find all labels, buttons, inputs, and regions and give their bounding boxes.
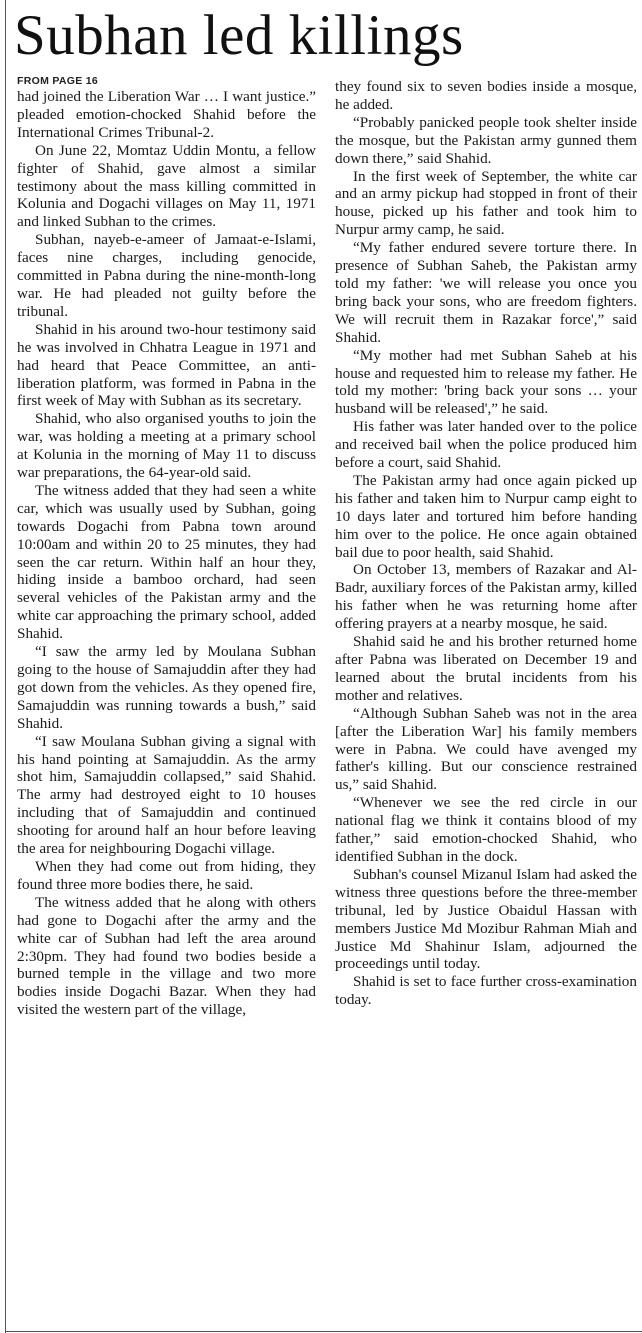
bottom-rule bbox=[5, 1331, 642, 1332]
article-column-left bbox=[17, 74, 316, 1019]
article-column-right bbox=[335, 78, 637, 1009]
paragraph: “Although Subhan Saheb was not in the area [after the Liberation War] his family members were in Pabna. We could have avenged my father's killing. But our conscience restrained us,” said Shahid. bbox=[335, 704, 637, 794]
jump-label: FROM PAGE 16 bbox=[17, 75, 99, 87]
paragraph: His father was later handed over to the police and received bail when the police produced him before a court, said Shahid. bbox=[335, 418, 637, 472]
paragraph: “My mother had met Subhan Saheb at his house and requested him to release my father. He told my mother: 'bring back your sons … your husband will be released',” he said. bbox=[335, 346, 637, 418]
paragraph: On June 22, Momtaz Uddin Montu, a fellow fighter of Shahid, gave almost a similar testimony about the mass killing committed in Kolunia and Dogachi villages on May 11, 1971 and linked Subhan to the crimes. bbox=[17, 141, 316, 231]
paragraph: Shahid said he and his brother returned home after Pabna was liberated on December 19 and learned about the brutal incidents from his mother and relatives. bbox=[335, 633, 637, 704]
paragraph: Shahid in his around two-hour testimony said he was involved in Chhatra League in 1971 and had heard that Peace Committee, an anti-liberation platform, was formed in Pabna in the first week of May with Subhan as its secretary. bbox=[17, 320, 316, 410]
headline: Subhan led killings bbox=[14, 4, 464, 67]
paragraph: had joined the Liberation War … I want justice.” pleaded emotion-chocked Shahid before the International Crimes Tribunal-2. bbox=[17, 88, 316, 141]
paragraph: “I saw Moulana Subhan giving a signal with his hand pointing at Samajuddin. As the army shot him, Samajuddin collapsed,” said Shahid. The army had destroyed eight to 10 houses including that of Samajuddin and continued shooting for around half an hour before leaving the area for neighbouring Dogachi village. bbox=[17, 732, 316, 858]
paragraph: “I saw the army led by Moulana Subhan going to the house of Samajuddin after they had got down from the vehicles. As they opened fire, Samajuddin was running towards a bush,” said Shahid. bbox=[17, 643, 316, 732]
paragraph: Subhan, nayeb-e-ameer of Jamaat-e-Islami, faces nine charges, including genocide, committed in Pabna during the nine-month-long war. He had pleaded not guilty before the tribunal. bbox=[17, 231, 316, 320]
paragraph: Subhan's counsel Mizanul Islam had asked the witness three questions before the three-member tribunal, led by Justice Obaidul Hassan with members Justice Md Mozibur Rahman Miah and Justice Md Shahinur Islam, adjourned the proceedings until today. bbox=[335, 865, 637, 973]
paragraph: On October 13, members of Razakar and Al-Badr, auxiliary forces of the Pakistan army, killed his father when he was returning home after offering prayers at a nearby mosque, he said. bbox=[335, 561, 637, 633]
paragraph: When they had come out from hiding, they found three more bodies there, he said. bbox=[17, 857, 316, 893]
paragraph: they found six to seven bodies inside a mosque, he added. bbox=[335, 78, 637, 113]
paragraph: The Pakistan army had once again picked up his father and taken him to Nurpur camp eight to 10 days later and tortured him before handing him over to the police. He once again obtained bail due to poor health, said Shahid. bbox=[335, 471, 637, 561]
column-rule-left bbox=[5, 0, 6, 1333]
paragraph: “Probably panicked people took shelter inside the mosque, but the Pakistan army gunned them down there,” said Shahid. bbox=[335, 113, 637, 167]
paragraph: The witness added that they had seen a white car, which was usually used by Subhan, going towards Dogachi from Pabna town around 10:00am and within 20 to 25 minutes, they had seen the car return. Within half an hour they, hiding inside a bamboo orchard, had seen several vehicles of the Pakistan army and the white car approaching the primary school, added Shahid. bbox=[17, 481, 316, 643]
paragraph: “My father endured severe torture there. In presence of Subhan Saheb, the Pakistan army told my father: 'we will release you once you bring back your sons, who are freedom fighters. We will recruit them in Razakar force',” said Shahid. bbox=[335, 239, 637, 346]
paragraph: The witness added that he along with others had gone to Dogachi after the army and the white car of Subhan had left the area around 2:30pm. They had found two bodies beside a burned temple in the village and two more bodies inside Dogachi Bazar. When they had visited the western part of the village, bbox=[17, 893, 316, 1019]
paragraph: Shahid is set to face further cross-examination today. bbox=[335, 973, 637, 1009]
paragraph: “Whenever we see the red circle in our national flag we think it contains blood of my father,” said emotion-chocked Shahid, who identified Subhan in the dock. bbox=[335, 794, 637, 865]
paragraph: Shahid, who also organised youths to join the war, was holding a meeting at a primary school at Kolunia in the morning of May 11 to discuss war preparations, the 64-year-old said. bbox=[17, 410, 316, 482]
paragraph: In the first week of September, the white car and an army pickup had stopped in front of their house, picked up his father and took him to Nurpur army camp, he said. bbox=[335, 167, 637, 239]
